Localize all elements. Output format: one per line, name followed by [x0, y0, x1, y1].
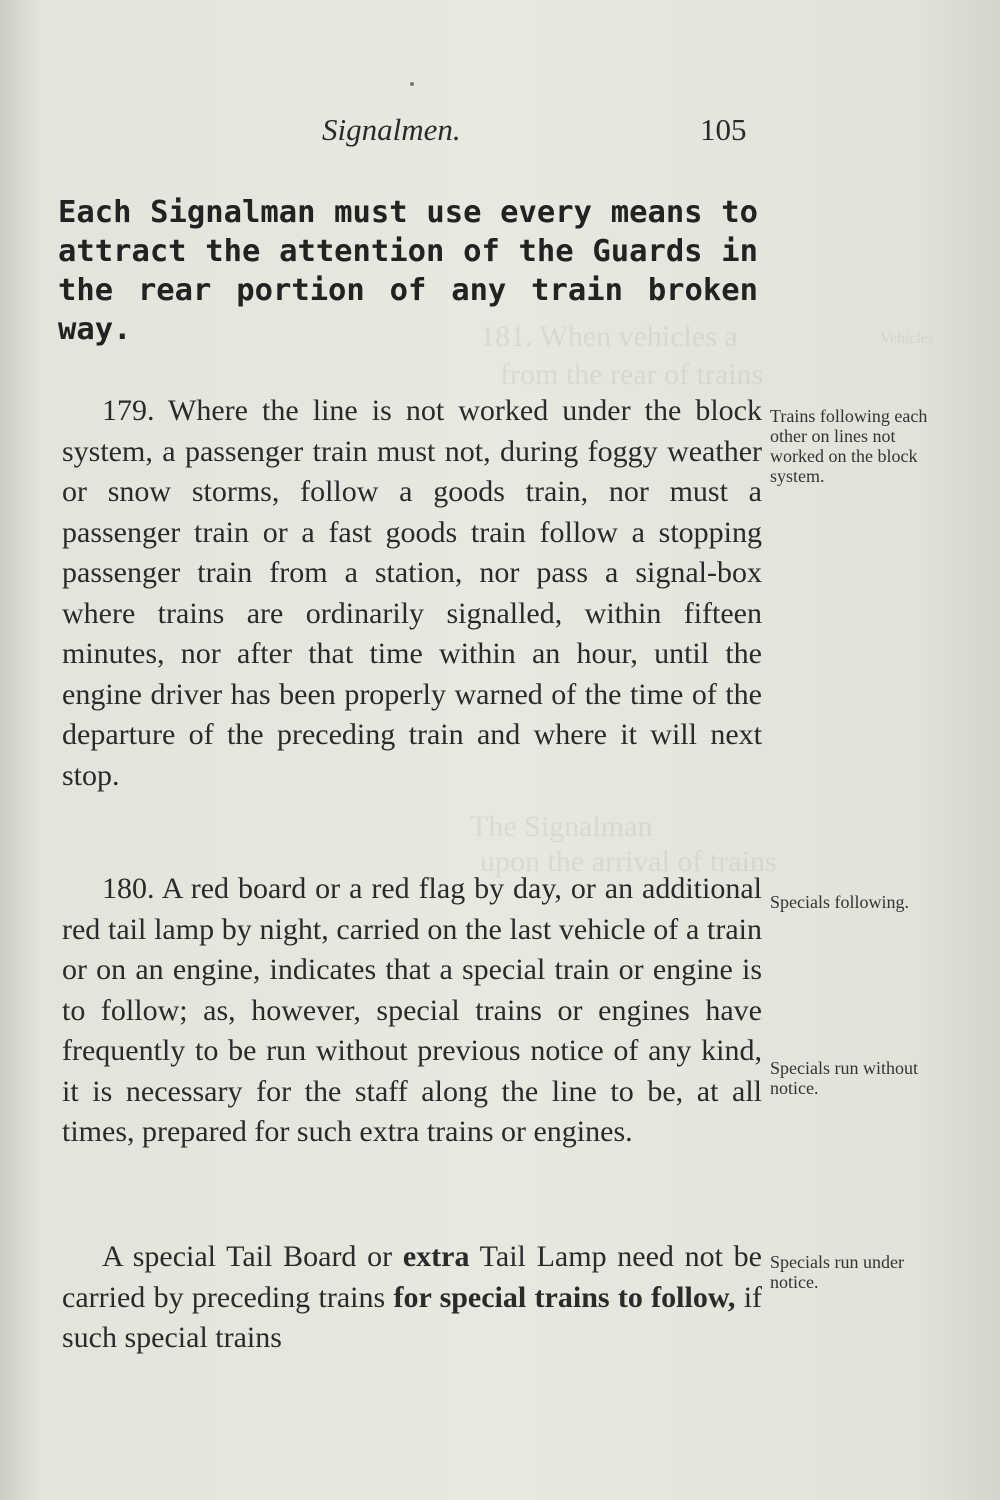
rule-number: 180.	[102, 872, 155, 905]
show-through-text: from the rear of trains	[500, 358, 764, 391]
page-number: 105	[700, 112, 747, 147]
text-part: if such special trains	[62, 1280, 763, 1354]
text-part: A special Tail Board or	[102, 1240, 393, 1273]
show-through-text: The Signalman	[470, 810, 653, 843]
notice-bold: Each Signalman must use every means to attract the attention of the Guards in the rear portion of any train broken way.	[58, 195, 758, 347]
text-bold: extra	[402, 1240, 470, 1273]
print-mark	[410, 82, 414, 86]
rule-text: Where the line is not worked under the block system, a passenger train must not, during foggy weather or snow storms, follow a goods train, nor must a passenger train or a fast goods train follow a stopping passenger train from a station, nor pass a signal-box where trains are ordinarily signalled, within fifteen minutes, nor after that time within an hour, until the engine driver has been properly warned of the time of the departure of the preceding train and where it will next stop.	[62, 394, 762, 792]
side-note-trains-following: Trains following each other on lines not worked on the block system.	[770, 406, 928, 486]
text-part: Tail Lamp need not be carried by preceding trains	[62, 1240, 763, 1314]
show-through-text: Vehicles	[880, 330, 935, 347]
side-note-specials-under-notice: Specials run under notice.	[770, 1252, 904, 1292]
rule-text: A red board or a red flag by day, or an additional red tail lamp by night, carried on the last vehicle of a train or on an engine, indicates that a special train or engine is to follow; as, however, special trains or engines have frequently to be run without previous notice of any kind, it is necessary for the staff along the line to be, at all times, prepared for such extra trains or engines.	[62, 872, 762, 1148]
rule-special-tail-board	[62, 1237, 762, 1359]
show-through-text: 181. When vehicles a	[480, 320, 738, 353]
show-through-text: upon the arrival of trains	[480, 845, 777, 878]
rule-180	[62, 869, 762, 1153]
side-note-specials-following: Specials following.	[770, 892, 909, 912]
running-head: Signalmen.	[322, 112, 461, 147]
rule-number: 179.	[102, 394, 155, 427]
side-note-specials-without-notice: Specials run without notice.	[770, 1058, 918, 1098]
rule-179	[62, 391, 762, 796]
text-bold: for special trains to follow,	[393, 1280, 736, 1314]
